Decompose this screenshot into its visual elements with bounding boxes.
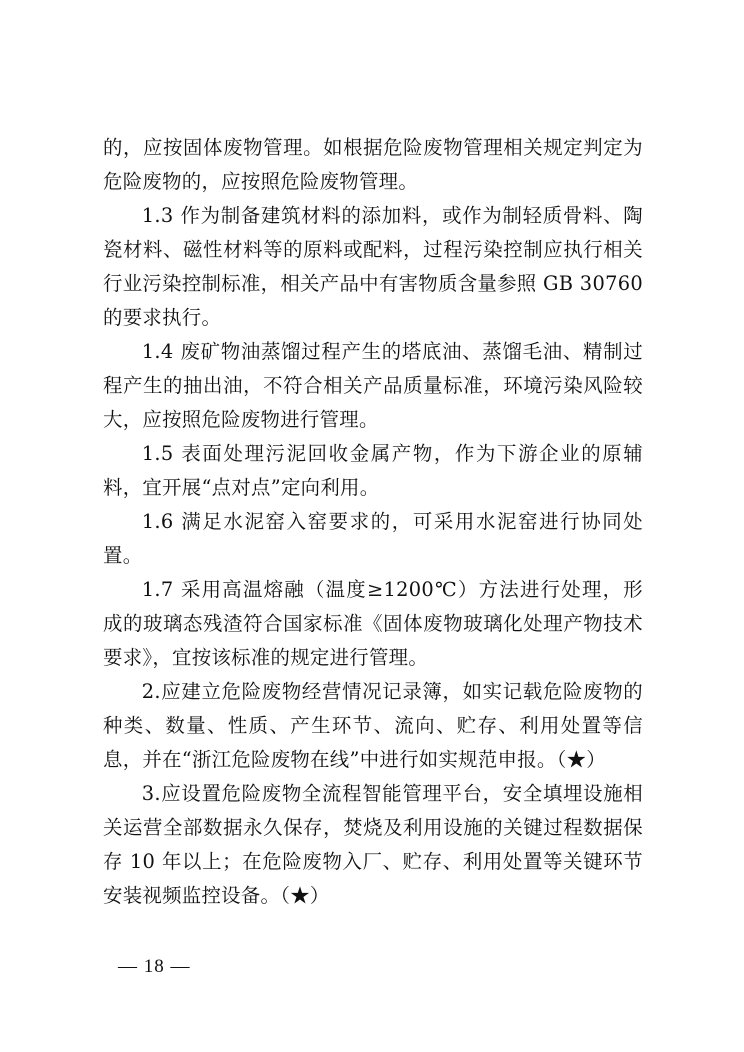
paragraph-1-7: 1.7 采用高温熔融（温度≥1200℃）方法进行处理，形成的玻璃态残渣符合国家标准《固体废物玻璃化处理产物技术要求》，宜按该标准的规定进行管理。 — [103, 578, 643, 669]
paragraph-1-5: 1.5 表面处理污泥回收金属产物，作为下游企业的原辅料，宜开展“点对点”定向利用。 — [103, 442, 643, 499]
paragraph-3: 3.应设置危险废物全流程智能管理平台，安全填埋设施相关运营全部数据永久保存，焚烧及利用设施的关键过程数据保存 10 年以上；在危险废物入厂、贮存、利用处置等关键环节安装视频监控设备。（★） — [103, 782, 643, 907]
paragraph-1-4: 1.4 废矿物油蒸馏过程产生的塔底油、蒸馏毛油、精制过程产生的抽出油，不符合相关产品质量标准，环境污染风险较大，应按照危险废物进行管理。 — [103, 340, 643, 431]
body-text — [103, 131, 643, 913]
paragraph-2: 2.应建立危险废物经营情况记录簿，如实记载危险废物的种类、数量、性质、产生环节、流向、贮存、利用处置等信息，并在“浙江危险废物在线”中进行如实规范申报。（★） — [103, 680, 643, 771]
page-number: — 18 — — [118, 956, 191, 977]
paragraph-1-3: 1.3 作为制备建筑材料的添加料，或作为制轻质骨料、陶瓷材料、磁性材料等的原料或配料，过程污染控制应执行相关行业污染控制标准，相关产品中有害物质含量参照 GB 30760 的要求执行。 — [103, 204, 643, 329]
paragraph-continuation: 的，应按固体废物管理。如根据危险废物管理相关规定判定为危险废物的，应按照危险废物管理。 — [103, 136, 643, 193]
paragraph-1-6: 1.6 满足水泥窑入窑要求的，可采用水泥窑进行协同处置。 — [103, 510, 643, 567]
